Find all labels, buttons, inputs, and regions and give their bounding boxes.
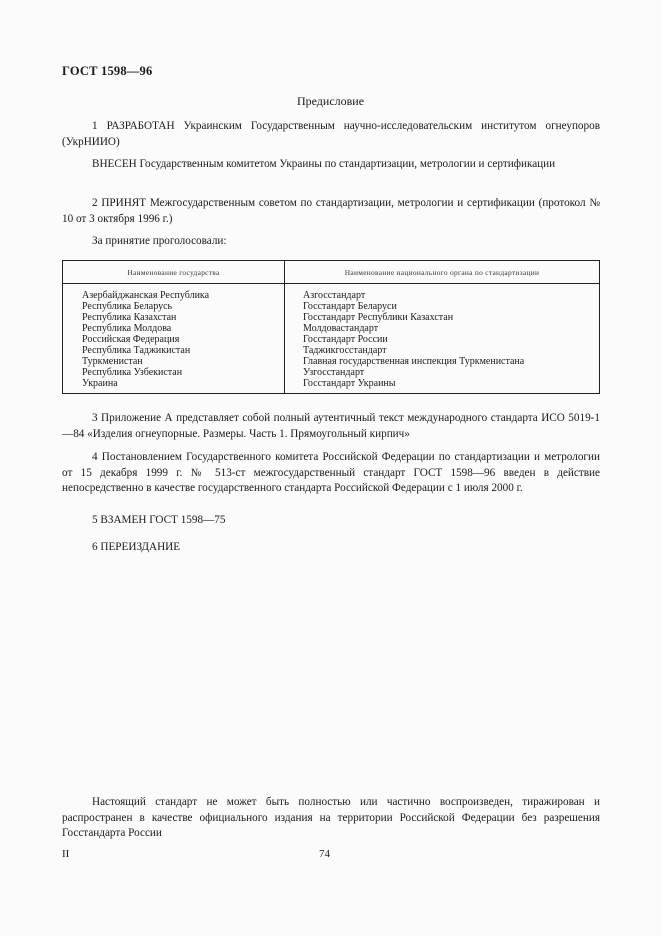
voted-heading: За принятие проголосовали: (92, 235, 227, 247)
roman-page-number: II (62, 848, 70, 860)
paragraph-replaces: 5 ВЗАМЕН ГОСТ 1598—75 (92, 514, 226, 526)
state-name: Республика Таджикистан (82, 345, 191, 356)
state-name: Туркменистан (82, 356, 143, 367)
body-list-cell (285, 284, 600, 394)
paragraph-reissue: 6 ПЕРЕИЗДАНИЕ (92, 541, 181, 553)
table-header-row (63, 261, 600, 284)
standards-body-name: Госстандарт России (303, 334, 388, 345)
standards-body-name: Главная государственная инспекция Туркменистана (303, 356, 525, 367)
standards-body-name: Узгосстандарт (303, 367, 365, 378)
paragraph-annex: 3 Приложение А представляет собой полный аутентичный текст международного стандарта ИСО 5019-1—84 «Изделия огнеупорные. Размеры. Часть 1. Прямоугольный кирпич» (62, 412, 600, 440)
state-name: Республика Молдова (82, 323, 172, 334)
table-row (63, 284, 600, 394)
paragraph-introduced: ВНЕСЕН Государственным комитетом Украины по стандартизации, метрологии и сертификации (92, 158, 556, 170)
state-list-cell (63, 284, 285, 394)
paragraph-adopted: 2 ПРИНЯТ Межгосударственным советом по стандартизации, метрологии и сертификации (протокол № 10 от 3 октября 1996 г.) (62, 197, 600, 225)
column-header-state: Наименование государства (63, 261, 285, 284)
state-name: Республика Узбекистан (82, 367, 183, 378)
state-name: Украина (82, 378, 118, 389)
column-header-body: Наименование национального органа по стандартизации (285, 261, 600, 284)
standards-body-name: Госстандарт Украины (303, 378, 396, 389)
standards-body-name: Молдовастандарт (303, 323, 379, 334)
preface-title: Предисловие (296, 94, 365, 108)
paragraph-developed: 1 РАЗРАБОТАН Украинским Государственным научно-исследовательским институтом огнеупоров (УкрНИИО) (62, 120, 600, 148)
standards-body-name: Госстандарт Республики Казахстан (303, 312, 454, 323)
voters-table (62, 260, 600, 394)
state-name: Республика Казахстан (82, 312, 177, 323)
paragraph-resolution: 4 Постановлением Государственного комитета Российской Федерации по стандартизации и метрологии от 15 декабря 1999 г. № 513-ст межгосударственный стандарт ГОСТ 1598—96 введен в действие непосредственно в качестве государственного стандарта Российской Федерации с 1 июля 2000 г. (62, 451, 600, 495)
state-name: Республика Беларусь (82, 301, 173, 312)
page-number: 74 (319, 848, 330, 860)
standards-body-name: Госстандарт Беларуси (303, 301, 397, 312)
state-name: Российская Федерация (82, 334, 180, 345)
standard-id: ГОСТ 1598—96 (62, 64, 153, 78)
state-name: Азербайджанская Республика (82, 290, 210, 301)
standards-body-name: Таджикгосстандарт (303, 345, 387, 356)
standards-body-name: Азгосстандарт (303, 290, 366, 301)
copyright-notice: Настоящий стандарт не может быть полностью или частично воспроизведен, тиражирован и распространен в качестве официального издания на территории Российской Федерации без разрешения Госстандарта России (62, 796, 600, 840)
